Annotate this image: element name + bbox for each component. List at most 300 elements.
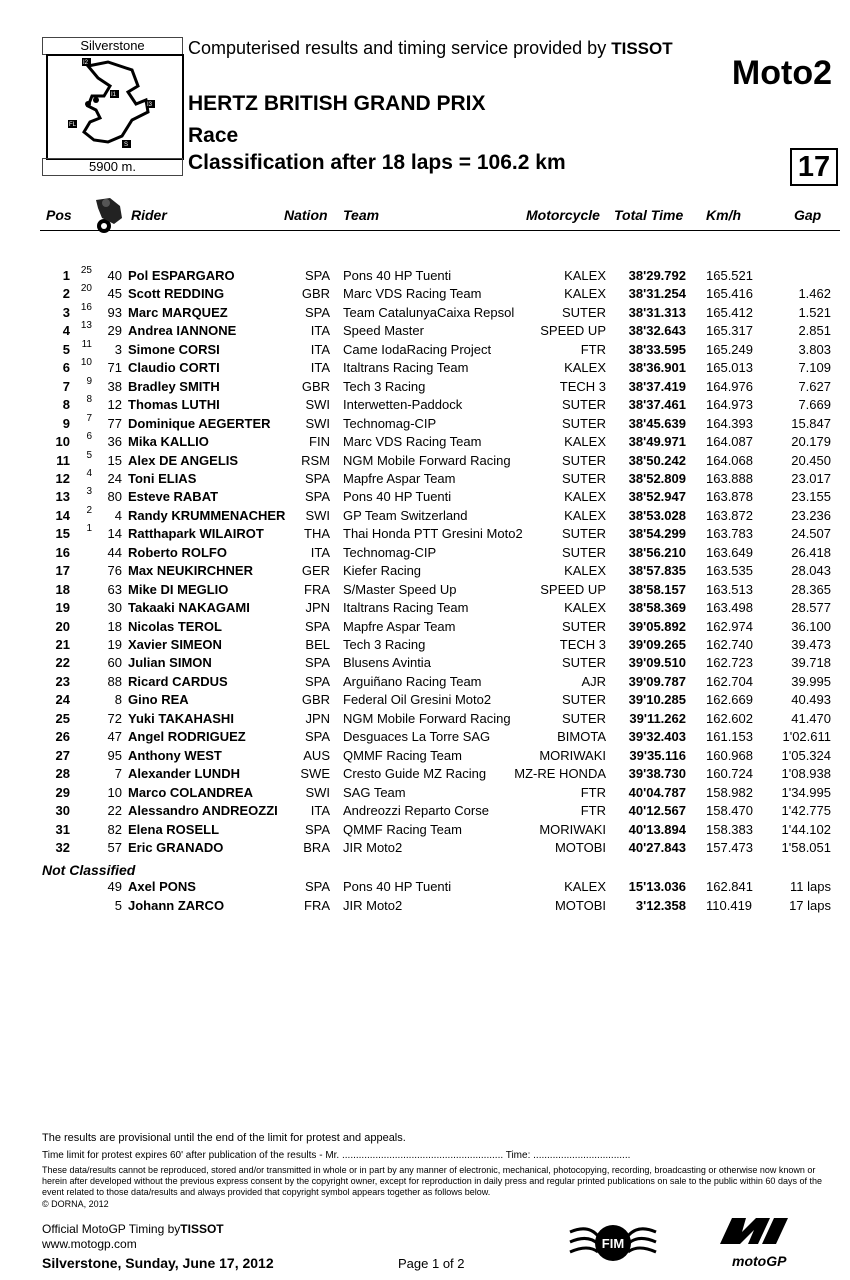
cell-num: 88 <box>107 673 122 689</box>
cell-pos: 7 <box>62 378 70 394</box>
cell-num: 77 <box>107 415 122 431</box>
cell-gap: 1'58.051 <box>781 839 831 855</box>
cell-moto: KALEX <box>564 507 606 523</box>
cell-time: 38'50.242 <box>628 452 686 468</box>
cell-team: GP Team Switzerland <box>343 507 468 523</box>
cell-team: Italtrans Racing Team <box>343 360 469 376</box>
cell-pos: 15 <box>55 526 70 542</box>
cell-nat: SWI <box>305 415 330 431</box>
cell-nat: BEL <box>305 637 330 652</box>
cell-moto: SUTER <box>561 470 606 486</box>
cell-name: Alessandro ANDREOZZI <box>128 803 278 819</box>
cell-moto: SUTER <box>561 692 606 708</box>
cell-pos: 22 <box>55 655 70 671</box>
map-label-fl: FL <box>69 122 77 128</box>
cell-nat: BRA <box>303 839 330 855</box>
cell-pos: 18 <box>55 581 70 597</box>
cell-num: 8 <box>114 692 122 708</box>
result-row <box>0 840 850 858</box>
cell-num: 76 <box>107 563 122 579</box>
cell-kmh: 158.470 <box>706 803 753 819</box>
cell-gap: 28.365 <box>791 581 831 597</box>
cell-team: Thai Honda PTT Gresini Moto2 <box>343 526 523 542</box>
cell-name: Elena ROSELL <box>128 821 220 837</box>
cell-moto: SUTER <box>561 710 606 726</box>
cell-gap: 20.450 <box>791 452 831 468</box>
cell-kmh: 163.535 <box>706 563 753 579</box>
cell-pos: 16 <box>55 544 70 560</box>
cell-grid: 4 <box>86 467 92 479</box>
result-row <box>0 449 850 471</box>
cell-kmh: 163.888 <box>706 470 753 486</box>
cell-time: 38'45.639 <box>628 415 686 431</box>
website: www.motogp.com <box>42 1237 137 1251</box>
circuit-map <box>46 54 184 160</box>
col-pos: Pos <box>46 207 72 223</box>
cell-kmh: 163.872 <box>706 507 753 523</box>
cell-grid: 13 <box>80 320 92 332</box>
cell-team: Blusens Avintia <box>343 655 431 671</box>
cell-pos: 27 <box>55 747 70 763</box>
cell-team: JIR Moto2 <box>343 839 403 855</box>
cell-kmh: 162.974 <box>706 618 753 634</box>
cell-team: Mapfre Aspar Team <box>343 470 456 486</box>
cell-team: Arguiñano Racing Team <box>343 673 482 689</box>
cell-team: Pons 40 HP Tuenti <box>343 268 452 283</box>
col-kmh: Km/h <box>706 207 741 223</box>
cell-gap: 23.017 <box>791 470 831 486</box>
cell-kmh: 162.669 <box>706 692 753 708</box>
cell-team: Speed Master <box>343 323 424 339</box>
cell-num: 38 <box>107 378 122 394</box>
cell-name: Nicolas TEROL <box>128 618 222 634</box>
provider-line <box>188 38 673 59</box>
fim-logo <box>568 1218 658 1273</box>
cell-pos: 29 <box>55 784 70 800</box>
cell-name: Anthony WEST <box>128 747 222 763</box>
cell-name: Dominique AEGERTER <box>128 415 271 431</box>
cell-num: 45 <box>107 286 122 302</box>
cell-pos: 24 <box>55 692 70 708</box>
cell-nat: THA <box>304 526 330 542</box>
cell-pos: 32 <box>55 839 70 855</box>
cell-moto: KALEX <box>564 268 606 283</box>
cell-moto: MORIWAKI <box>539 821 606 837</box>
cell-num: 36 <box>107 434 122 450</box>
cell-moto: KALEX <box>564 286 606 302</box>
map-label-i1: I1 <box>111 92 117 98</box>
cell-pos: 5 <box>62 341 70 357</box>
cell-name: Marc MARQUEZ <box>128 304 228 320</box>
cell-gap: 39.995 <box>791 673 831 689</box>
cell-grid: 11 <box>81 338 92 350</box>
cell-kmh: 163.513 <box>706 581 753 597</box>
cell-num: 71 <box>107 360 122 376</box>
cell-nat: RSM <box>301 452 330 468</box>
cell-pos: 17 <box>55 563 70 579</box>
cell-moto: SUTER <box>561 618 606 634</box>
result-row <box>0 301 850 323</box>
col-gap: Gap <box>794 207 822 223</box>
cell-gap: 15.847 <box>791 415 831 431</box>
cell-nat: SPA <box>304 655 330 671</box>
cell-kmh: 164.087 <box>706 434 753 450</box>
cell-num: 14 <box>107 526 122 542</box>
cell-name: Pol ESPARGARO <box>128 268 235 283</box>
cell-name: Thomas LUTHI <box>128 397 220 413</box>
cell-grid: 6 <box>86 431 92 443</box>
cell-time: 38'36.901 <box>628 360 686 376</box>
result-row <box>0 338 850 360</box>
cell-pos: 25 <box>55 710 70 726</box>
result-row <box>0 692 850 710</box>
cell-name: Axel PONS <box>128 879 196 894</box>
cell-time: 38'37.461 <box>628 397 686 413</box>
cell-grid: 10 <box>80 357 92 369</box>
cell-pos: 14 <box>55 507 70 523</box>
cell-pos: 21 <box>55 637 70 652</box>
cell-pos: 19 <box>55 600 70 616</box>
cell-num: 30 <box>107 600 122 616</box>
result-row <box>0 504 850 526</box>
result-row <box>0 375 850 397</box>
cell-gap: 1'05.324 <box>781 747 831 763</box>
cell-moto: SUTER <box>561 526 606 542</box>
cell-nat: GBR <box>301 692 330 708</box>
motorcycle-icon <box>92 196 126 239</box>
cell-kmh: 165.521 <box>706 268 753 283</box>
cell-num: 19 <box>107 637 122 652</box>
cell-nat: GER <box>301 563 330 579</box>
cell-moto: TECH 3 <box>559 378 606 394</box>
cell-num: 10 <box>107 784 122 800</box>
cell-gap: 39.718 <box>791 655 831 671</box>
cell-moto: SUTER <box>561 415 606 431</box>
cell-gap: 28.577 <box>791 600 831 616</box>
cell-time: 38'32.643 <box>628 323 686 339</box>
cell-pos: 31 <box>55 821 70 837</box>
not-classified-row <box>0 879 850 897</box>
cell-moto: SUTER <box>561 452 606 468</box>
cell-moto: FTR <box>580 803 606 819</box>
cell-time: 40'27.843 <box>628 839 686 855</box>
cell-kmh: 160.968 <box>706 747 753 763</box>
result-row <box>0 711 850 729</box>
col-total-time: Total Time <box>614 207 684 223</box>
result-row <box>0 655 850 673</box>
cell-nat: SWI <box>305 784 330 800</box>
result-row <box>0 467 850 489</box>
cell-nat: GBR <box>301 378 330 394</box>
result-row <box>0 486 850 507</box>
cell-team: NGM Mobile Forward Racing <box>343 710 511 726</box>
cell-pos: 8 <box>62 397 70 413</box>
cell-pos: 30 <box>55 803 70 819</box>
cell-nat: FIN <box>309 434 330 450</box>
cell-kmh: 165.412 <box>706 304 753 320</box>
cell-kmh: 162.723 <box>706 655 753 671</box>
cell-pos: 6 <box>62 360 70 376</box>
cell-pos: 3 <box>62 304 70 320</box>
cell-nat: SPA <box>304 268 330 283</box>
cell-team: Technomag-CIP <box>343 415 437 431</box>
cell-moto: TECH 3 <box>559 637 606 652</box>
cell-time: 39'38.730 <box>628 766 686 782</box>
cell-nat: JPN <box>305 710 330 726</box>
cell-name: Esteve RABAT <box>128 489 219 505</box>
cell-time: 38'31.313 <box>628 304 686 320</box>
cell-kmh: 110.419 <box>706 898 753 913</box>
cell-moto: MZ-RE HONDA <box>514 766 606 782</box>
cell-nat: SPA <box>304 618 330 634</box>
cell-time: 39'35.116 <box>629 747 686 763</box>
cell-nat: SWE <box>300 766 330 782</box>
cell-num: 5 <box>114 898 122 913</box>
classification-title: Classification after 18 laps = 106.2 km <box>188 151 566 174</box>
cell-num: 49 <box>107 879 122 894</box>
result-row <box>0 748 850 766</box>
cell-gap: 36.100 <box>791 618 831 634</box>
cell-gap: 23.236 <box>791 507 831 523</box>
not-classified-heading: Not Classified <box>42 862 136 878</box>
cell-gap: 1.462 <box>798 286 831 302</box>
time-limit-note: Time limit for protest expires 60' after publication of the results - Mr. .......................................................... Time: ................................... <box>42 1150 631 1161</box>
cell-time: 38'53.028 <box>628 507 686 523</box>
cell-kmh: 164.973 <box>706 397 753 413</box>
page-number: Page 1 of 2 <box>398 1256 465 1271</box>
cell-moto: SUTER <box>561 304 606 320</box>
cell-kmh: 162.841 <box>706 879 753 894</box>
cell-moto: SUTER <box>561 397 606 413</box>
cell-num: 7 <box>114 766 122 782</box>
result-row <box>0 431 850 452</box>
cell-name: Mika KALLIO <box>128 434 209 450</box>
col-rider: Rider <box>131 207 167 223</box>
cell-name: Eric GRANADO <box>128 839 224 855</box>
cell-moto: BIMOTA <box>557 729 606 745</box>
cell-gap: 40.493 <box>791 692 831 708</box>
cell-nat: ITA <box>310 803 330 819</box>
cell-team: Marc VDS Racing Team <box>343 286 482 302</box>
cell-pos: 12 <box>55 470 70 486</box>
cell-time: 39'32.403 <box>628 729 686 745</box>
cell-moto: MOTOBI <box>554 839 606 855</box>
result-row <box>0 545 850 563</box>
cell-kmh: 163.649 <box>706 544 753 560</box>
result-row <box>0 619 850 637</box>
col-nation: Nation <box>284 207 328 223</box>
cell-nat: ITA <box>310 360 330 376</box>
result-row <box>0 803 850 821</box>
cell-kmh: 163.498 <box>706 600 753 616</box>
cell-time: 38'37.419 <box>628 378 686 394</box>
cell-moto: KALEX <box>564 600 606 616</box>
cell-gap: 1'44.102 <box>781 821 831 837</box>
cell-kmh: 158.982 <box>706 784 753 800</box>
cell-name: Marco COLANDREA <box>128 784 253 800</box>
result-row <box>0 674 850 692</box>
result-row <box>0 320 850 341</box>
cell-nat: SWI <box>305 397 330 413</box>
not-classified-row <box>0 898 850 916</box>
cell-name: Gino REA <box>128 692 189 708</box>
header-divider <box>40 230 840 231</box>
cell-num: 22 <box>107 803 122 819</box>
cell-num: 80 <box>107 489 122 505</box>
cell-name: Bradley SMITH <box>128 378 220 394</box>
cell-team: Tech 3 Racing <box>343 637 426 652</box>
cell-grid: 16 <box>80 301 92 313</box>
cell-time: 38'33.595 <box>628 341 686 357</box>
cell-nat: SPA <box>304 729 330 745</box>
cell-name: Ratthapark WILAIROT <box>128 526 264 542</box>
cell-time: 38'58.369 <box>628 600 686 616</box>
cell-name: Ricard CARDUS <box>128 673 228 689</box>
cell-name: Alex DE ANGELIS <box>128 452 239 468</box>
cell-pos: 23 <box>55 673 70 689</box>
cell-time: 40'12.567 <box>628 803 686 819</box>
cell-team: JIR Moto2 <box>343 898 403 913</box>
circuit-length: 5900 m. <box>42 158 183 176</box>
cell-nat: SPA <box>304 489 330 505</box>
cell-team: Kiefer Racing <box>343 563 422 579</box>
cell-grid: 25 <box>80 265 92 276</box>
cell-kmh: 162.740 <box>706 637 753 652</box>
cell-name: Johann ZARCO <box>128 898 225 913</box>
result-row <box>0 265 850 286</box>
cell-kmh: 163.878 <box>706 489 753 505</box>
cell-time: 38'29.792 <box>628 268 686 283</box>
cell-pos: 11 <box>56 452 70 468</box>
cell-grid: 20 <box>80 283 92 295</box>
cell-kmh: 163.783 <box>706 526 753 542</box>
cell-moto: KALEX <box>564 489 606 505</box>
cell-pos: 4 <box>62 323 70 339</box>
cell-nat: FRA <box>304 581 330 597</box>
cell-moto: KALEX <box>564 434 606 450</box>
cell-num: 12 <box>107 397 122 413</box>
cell-gap: 1'08.938 <box>781 766 831 782</box>
cell-time: 15'13.036 <box>628 879 686 894</box>
cell-kmh: 165.317 <box>706 323 753 339</box>
cell-team: Cresto Guide MZ Racing <box>343 766 487 782</box>
cell-name: Andrea IANNONE <box>128 323 237 339</box>
cell-moto: SPEED UP <box>540 581 606 597</box>
cell-nat: GBR <box>301 286 330 302</box>
cell-time: 40'13.894 <box>628 821 686 837</box>
cell-time: 39'11.262 <box>629 710 686 726</box>
cell-team: SAG Team <box>343 784 406 800</box>
official-timing-text: Official MotoGP Timing by <box>42 1222 181 1236</box>
result-row <box>0 785 850 803</box>
category-title: Moto2 <box>731 54 832 92</box>
cell-moto: FTR <box>580 341 606 357</box>
cell-pos: 28 <box>55 766 70 782</box>
cell-gap: 17 laps <box>789 898 831 913</box>
result-row <box>0 523 850 544</box>
cell-gap: 24.507 <box>791 526 831 542</box>
cell-name: Yuki TAKAHASHI <box>128 710 234 726</box>
cell-grid: 8 <box>86 394 92 406</box>
circuit-name: Silverstone <box>42 37 183 55</box>
cell-pos: 2 <box>62 286 70 302</box>
cell-name: Xavier SIMEON <box>128 637 222 652</box>
cell-gap: 1'42.775 <box>781 803 831 819</box>
cell-moto: SPEED UP <box>540 323 606 339</box>
map-label-i2: I2 <box>83 60 89 66</box>
cell-gap: 26.418 <box>791 544 831 560</box>
cell-team: Marc VDS Racing Team <box>343 434 482 450</box>
cell-grid: 1 <box>86 523 92 535</box>
cell-team: Came IodaRacing Project <box>343 341 492 357</box>
cell-nat: SPA <box>304 304 330 320</box>
cell-team: Interwetten-Paddock <box>343 397 463 413</box>
cell-name: Takaaki NAKAGAMI <box>128 600 250 616</box>
cell-team: Desguaces La Torre SAG <box>343 729 491 745</box>
cell-gap: 39.473 <box>791 637 831 652</box>
cell-team: Tech 3 Racing <box>343 378 426 394</box>
cell-name: Claudio CORTI <box>128 360 220 376</box>
cell-team: S/Master Speed Up <box>343 581 457 597</box>
cell-moto: MORIWAKI <box>539 747 606 763</box>
cell-kmh: 165.013 <box>706 360 753 376</box>
cell-team: Mapfre Aspar Team <box>343 618 456 634</box>
result-row <box>0 357 850 378</box>
cell-num: 60 <box>107 655 122 671</box>
cell-kmh: 165.416 <box>706 286 753 302</box>
cell-pos: 13 <box>55 489 70 505</box>
result-row <box>0 600 850 618</box>
cell-num: 15 <box>107 452 122 468</box>
cell-name: Roberto ROLFO <box>128 544 227 560</box>
cell-nat: SPA <box>304 470 330 486</box>
cell-moto: SUTER <box>561 544 606 560</box>
cell-num: 95 <box>107 747 122 763</box>
cell-time: 39'09.265 <box>628 637 686 652</box>
cell-grid: 5 <box>86 449 92 461</box>
cell-team: QMMF Racing Team <box>343 821 462 837</box>
cell-gap: 7.669 <box>798 397 831 413</box>
official-timing-brand: TISSOT <box>180 1222 224 1236</box>
cell-kmh: 164.393 <box>706 415 753 431</box>
provider-text: Computerised results and timing service provided by <box>188 38 607 58</box>
motogp-logo <box>712 1214 808 1277</box>
cell-team: NGM Mobile Forward Racing <box>343 452 511 468</box>
place-date: Silverstone, Sunday, June 17, 2012 <box>42 1255 274 1271</box>
cell-nat: SPA <box>304 821 330 837</box>
cell-kmh: 165.249 <box>706 341 753 357</box>
cell-gap: 2.851 <box>798 323 831 339</box>
cell-time: 40'04.787 <box>628 784 686 800</box>
result-row <box>0 412 850 434</box>
cell-pos: 20 <box>55 618 70 634</box>
result-row <box>0 563 850 581</box>
result-row <box>0 582 850 600</box>
cell-time: 38'57.835 <box>628 563 686 579</box>
cell-nat: SPA <box>304 673 330 689</box>
cell-num: 44 <box>107 544 122 560</box>
cell-team: Pons 40 HP Tuenti <box>343 489 452 505</box>
cell-num: 72 <box>107 710 122 726</box>
provisional-note: The results are provisional until the end of the limit for protest and appeals. <box>42 1132 406 1144</box>
cell-name: Mike DI MEGLIO <box>128 581 229 597</box>
col-team: Team <box>343 207 380 223</box>
cell-gap: 3.803 <box>798 341 831 357</box>
cell-kmh: 162.602 <box>706 710 753 726</box>
cell-time: 38'58.157 <box>628 581 686 597</box>
cell-time: 3'12.358 <box>635 898 686 913</box>
cell-name: Max NEUKIRCHNER <box>128 563 253 579</box>
